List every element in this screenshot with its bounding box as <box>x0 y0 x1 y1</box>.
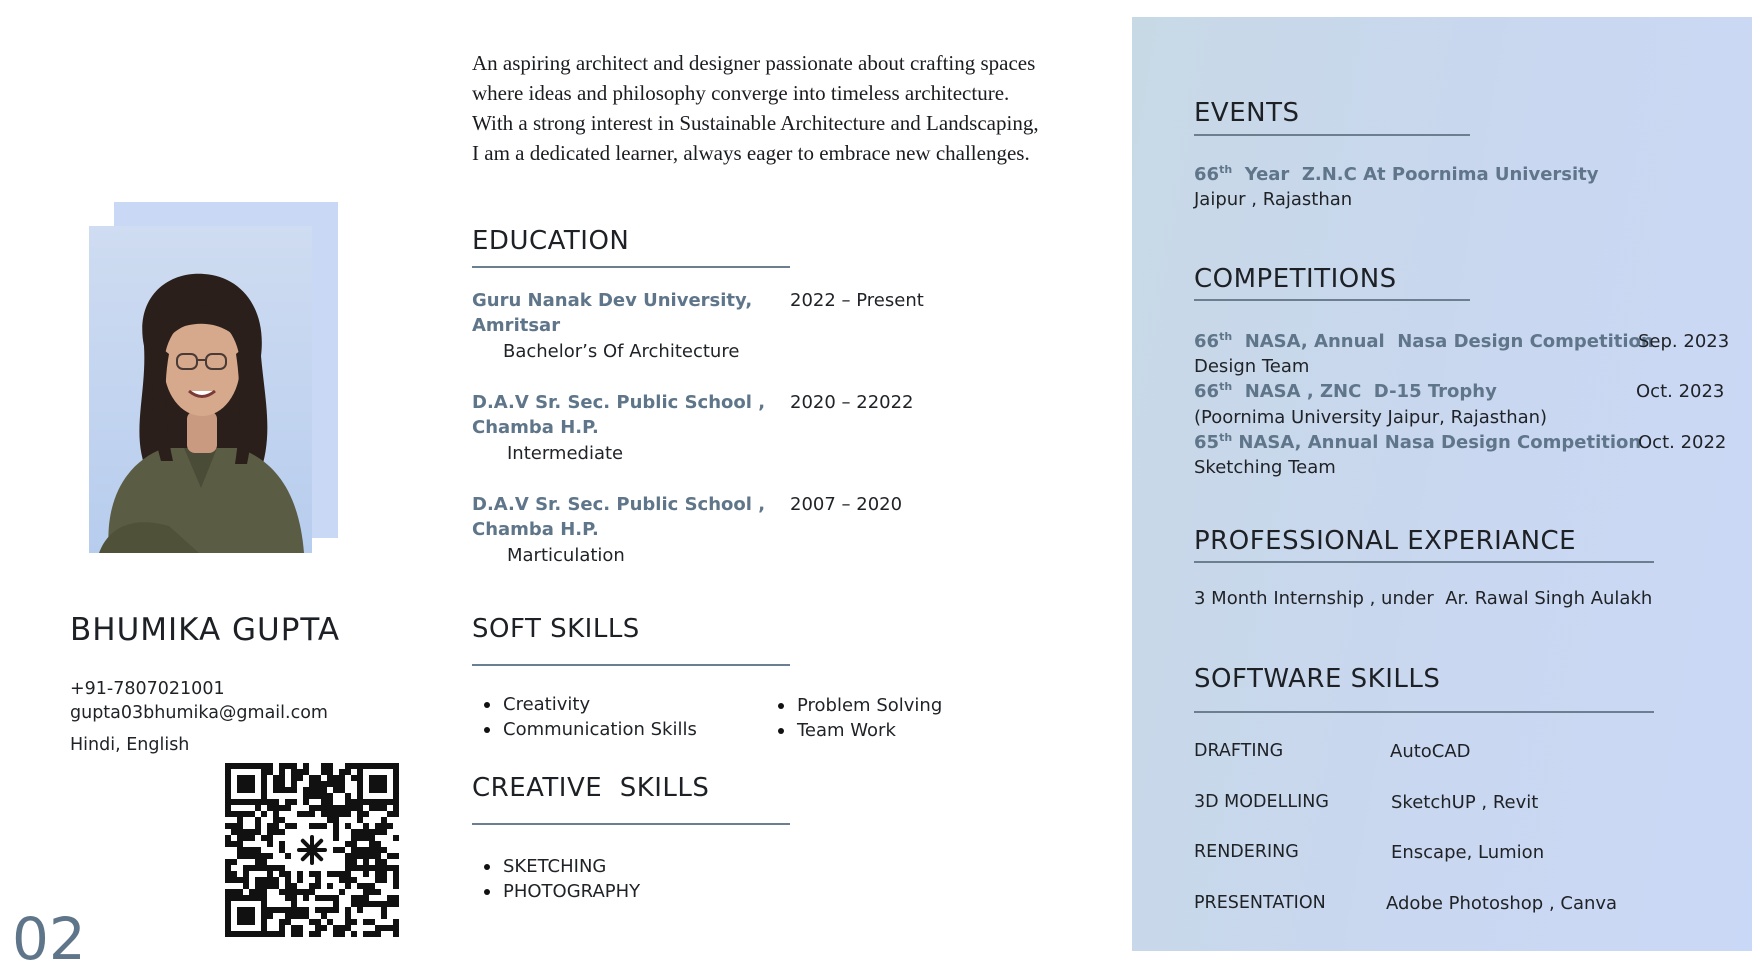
qr-code <box>220 760 404 940</box>
page-number: 02 <box>12 905 86 972</box>
experience-divider <box>1194 561 1654 563</box>
competitions-title: COMPETITIONS <box>1194 264 1397 294</box>
education-school: D.A.V Sr. Sec. Public School , <box>472 392 766 413</box>
competition-ordinal: 66 <box>1194 331 1220 352</box>
education-degree: Intermediate <box>507 443 624 464</box>
intro-line: An aspiring architect and designer passionate about crafting spaces <box>472 51 1036 75</box>
competition-ordinal-suffix: th <box>1219 431 1233 444</box>
soft-skills-list <box>472 692 697 742</box>
competition-name <box>1194 381 1497 402</box>
education-school: Guru Nanak Dev University, <box>472 290 753 311</box>
events-divider <box>1194 134 1470 136</box>
software-category: 3D MODELLING <box>1194 792 1329 812</box>
phone-number: +91-7807021001 <box>70 679 225 699</box>
creative-skills-list <box>472 854 640 904</box>
software-tools: AutoCAD <box>1390 741 1471 762</box>
software-tools: Adobe Photoshop , Canva <box>1386 893 1618 914</box>
qr-code-graphic <box>220 760 404 940</box>
list-item: Communication Skills <box>472 717 697 742</box>
list-item: Team Work <box>766 718 942 743</box>
education-degree: Bachelor’s Of Architecture <box>503 341 740 362</box>
competition-name <box>1194 331 1654 352</box>
event-ordinal: 66 <box>1194 164 1220 185</box>
education-item <box>472 492 765 569</box>
intro-paragraph <box>472 48 1039 168</box>
intro-line: With a strong interest in Sustainable Architecture and Landscaping, <box>472 111 1039 135</box>
soft-skills-divider <box>472 664 790 666</box>
languages: Hindi, English <box>70 735 190 755</box>
creative-skills-divider <box>472 823 790 825</box>
competition-title: NASA, Annual Nasa Design Competition <box>1232 331 1654 352</box>
list-item: Problem Solving <box>766 693 942 718</box>
experience-text: 3 Month Internship , under Ar. Rawal Singh Aulakh <box>1194 588 1653 609</box>
software-category: PRESENTATION <box>1194 893 1326 913</box>
competition-ordinal-suffix: th <box>1219 330 1233 343</box>
competition-title: NASA, Annual Nasa Design Competition <box>1232 432 1642 453</box>
competition-ordinal: 65 <box>1194 432 1220 453</box>
profile-photo <box>89 226 312 553</box>
competition-detail: (Poornima University Jaipur, Rajasthan) <box>1194 407 1548 428</box>
competition-detail: Sketching Team <box>1194 457 1336 478</box>
intro-line: I am a dedicated learner, always eager to embrace new challenges. <box>472 141 1030 165</box>
software-category: RENDERING <box>1194 842 1299 862</box>
software-category: DRAFTING <box>1194 741 1284 761</box>
profile-photo-illustration <box>89 226 312 553</box>
list-item: SKETCHING <box>472 854 640 879</box>
competition-date: Sep. 2023 <box>1638 331 1730 352</box>
intro-line: where ideas and philosophy converge into timeless architecture. <box>472 81 1010 105</box>
event-name <box>1194 164 1599 185</box>
event-ordinal-suffix: th <box>1219 163 1233 176</box>
software-tools: Enscape, Lumion <box>1391 842 1545 863</box>
education-title: EDUCATION <box>472 226 630 256</box>
competition-date: Oct. 2022 <box>1638 432 1727 453</box>
software-divider <box>1194 711 1654 713</box>
education-years: 2022 – Present <box>790 290 924 311</box>
education-years: 2007 – 2020 <box>790 494 903 515</box>
software-title: SOFTWARE SKILLS <box>1194 664 1441 694</box>
event-title: Year Z.N.C At Poornima University <box>1232 164 1599 185</box>
experience-title: PROFESSIONAL EXPERIANCE <box>1194 526 1577 556</box>
events-title: EVENTS <box>1194 98 1300 128</box>
competition-title: NASA , ZNC D-15 Trophy <box>1232 381 1497 402</box>
education-item <box>472 288 752 365</box>
email-address: gupta03bhumika@gmail.com <box>70 703 328 723</box>
education-years: 2020 – 22022 <box>790 392 914 413</box>
soft-skills-list <box>766 693 942 743</box>
soft-skills-title: SOFT SKILLS <box>472 614 640 644</box>
education-degree: Marticulation <box>507 545 625 566</box>
list-item: Creativity <box>472 692 697 717</box>
competition-ordinal: 66 <box>1194 381 1220 402</box>
software-tools: SketchUP , Revit <box>1391 792 1539 813</box>
competition-ordinal-suffix: th <box>1219 380 1233 393</box>
creative-skills-title: CREATIVE SKILLS <box>472 773 710 803</box>
list-item: PHOTOGRAPHY <box>472 879 640 904</box>
education-school-location: Amritsar <box>472 315 561 336</box>
competition-date: Oct. 2023 <box>1636 381 1725 402</box>
competitions-divider <box>1194 299 1470 301</box>
education-school-location: Chamba H.P. <box>472 417 599 438</box>
competition-name <box>1194 432 1641 453</box>
education-divider <box>472 266 790 268</box>
education-school: D.A.V Sr. Sec. Public School , <box>472 494 766 515</box>
competition-detail: Design Team <box>1194 356 1310 377</box>
education-item <box>472 390 765 467</box>
event-place: Jaipur , Rajasthan <box>1194 189 1353 210</box>
education-school-location: Chamba H.P. <box>472 519 599 540</box>
profile-name: BHUMIKA GUPTA <box>70 612 341 648</box>
